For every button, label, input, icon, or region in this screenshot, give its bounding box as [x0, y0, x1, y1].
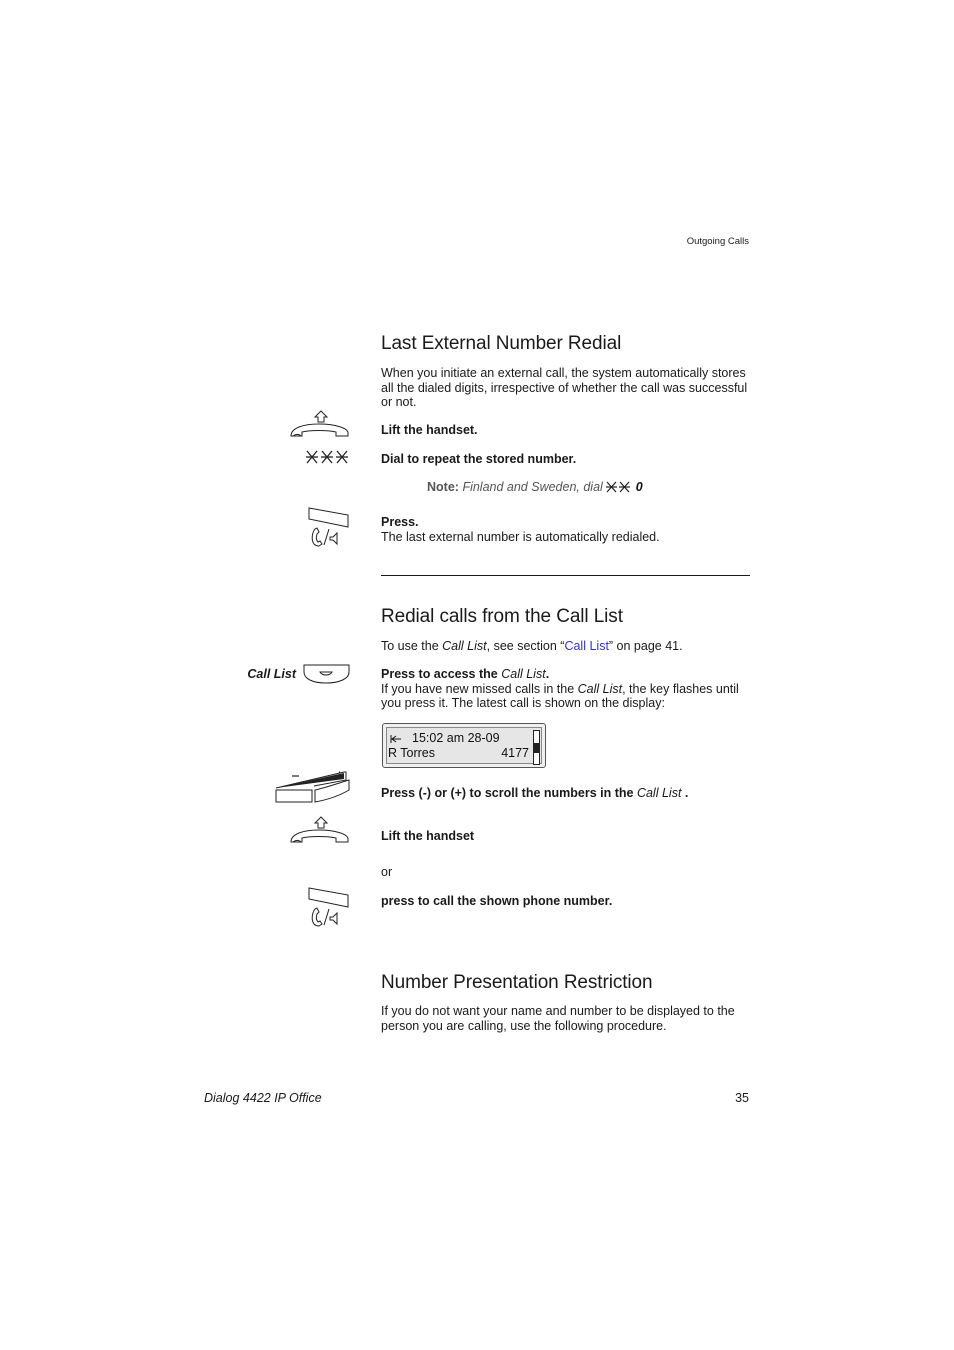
call-list-link[interactable]: Call List: [564, 639, 609, 653]
step-lift-handset: Lift the handset.: [381, 423, 478, 437]
step-press-title: Press.: [381, 515, 419, 529]
step-press: [381, 515, 751, 544]
asterisk-keys-icon: [306, 450, 350, 464]
redial-key-icon-2: [306, 887, 350, 927]
call-list-key-label: Call List: [247, 667, 296, 681]
lift-handset-icon: [288, 410, 350, 440]
intro-pre: To use the: [381, 639, 443, 653]
display-time: 15:02 am 28-09: [412, 731, 500, 745]
or-text: or: [381, 865, 393, 879]
note-suffix: 0: [635, 480, 643, 494]
intro-post: ” on page 41.: [608, 639, 683, 653]
redial-key-icon: [306, 507, 350, 547]
incoming-call-icon: [390, 734, 402, 744]
step-press-desc: The last external number is automatically redialed.: [381, 529, 660, 544]
page-number: 35: [735, 1091, 749, 1105]
step1-desc-italic: Call List: [577, 681, 623, 696]
step1-italic: Call List: [501, 667, 546, 681]
lift-handset-icon-2: [288, 816, 350, 846]
footer-product: Dialog 4422 IP Office: [204, 1091, 322, 1105]
section3-intro: If you do not want your name and number to be displayed to the person you are calling, use the following procedure.: [381, 1004, 735, 1033]
note-finland-sweden: [427, 480, 643, 494]
step2-pre: Press (-) or (+) to scroll the numbers in the: [381, 786, 637, 800]
step-call-shown-number: press to call the shown phone number.: [381, 894, 613, 908]
step1-post: .: [545, 667, 550, 681]
display-name: R Torres: [388, 746, 436, 760]
step1-desc-post: , the key flashes until you press it. The latest call is shown on the display:: [381, 681, 739, 710]
intro-mid: , see section “: [486, 639, 565, 653]
display-scrollbar: [533, 730, 540, 765]
step2-italic: Call List: [636, 786, 682, 800]
section-title-redial-call-list: Redial calls from the Call List: [381, 606, 623, 627]
step1-pre: Press to access the: [381, 667, 502, 681]
step-scroll: [381, 786, 751, 801]
section-title-number-presentation: Number Presentation Restriction: [381, 972, 653, 993]
section-divider: [381, 575, 750, 576]
section1-intro: When you initiate an external call, the system automatically stores all the dialed digits, irrespective of whether the call was successful or not.: [381, 366, 748, 409]
step-dial-repeat: Dial to repeat the stored number.: [381, 452, 577, 466]
asterisk-asterisk-icon: [606, 481, 632, 493]
note-label: Note:: [427, 480, 459, 494]
step-access-call-list: [381, 667, 751, 711]
section2-intro: [381, 639, 751, 654]
intro-italic: Call List: [442, 639, 487, 653]
step1-desc-pre: If you have new missed calls in the: [381, 681, 578, 696]
phone-display: [382, 723, 546, 768]
section-title-last-external-redial: Last External Number Redial: [381, 333, 622, 354]
call-list-key-icon: [303, 664, 350, 684]
step-lift-handset-2: Lift the handset: [381, 829, 475, 843]
volume-scroll-keys-icon: [274, 770, 350, 804]
running-header: Outgoing Calls: [686, 236, 749, 247]
step2-post: .: [681, 786, 689, 800]
note-text: Finland and Sweden, dial: [462, 480, 603, 494]
display-number: 4177: [501, 746, 529, 760]
